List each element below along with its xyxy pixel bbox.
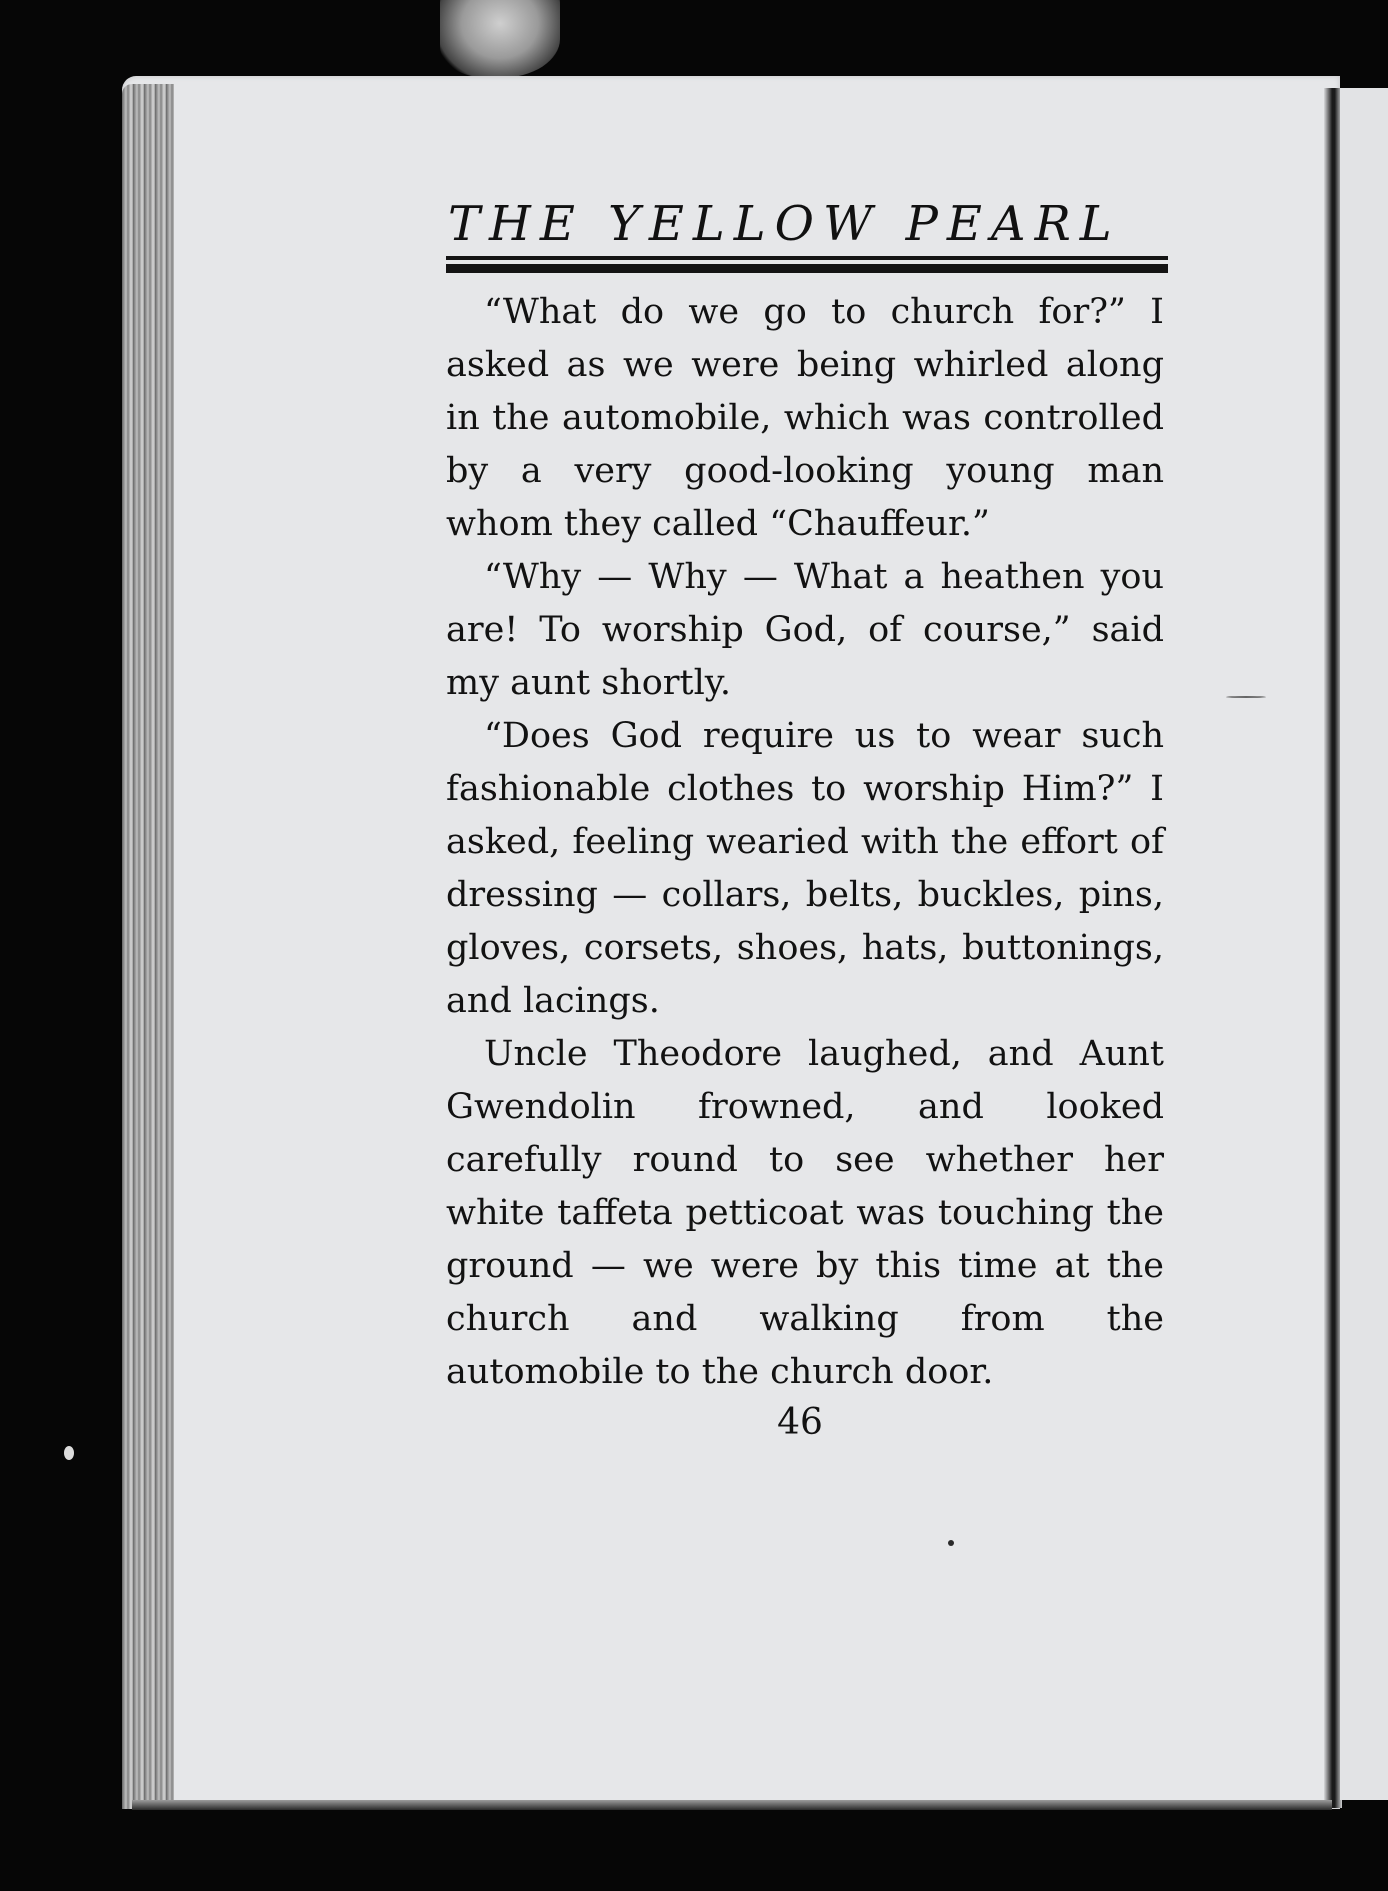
paragraph: “What do we go to church for?” I asked as we were being whirled along in the automobile, which was controlled by a very good-looking young man whom they called “Chauffeur.” — [446, 292, 1164, 544]
paragraph: “Does God require us to wear such fashionable clothes to worship Him?” I asked, feeling wearied with the effort of dressing — collars, belts, buckles, pins, gloves, corsets, shoes, hats, buttonings, and lacings. — [446, 716, 1164, 1021]
book-spine-edge — [122, 84, 174, 1809]
dust-speck — [64, 1446, 74, 1460]
paragraph: Uncle Theodore laughed, and Aunt Gwendolin frowned, and looked carefully round to see whether her white taffeta petticoat was touching the ground — we were by this time at the church and walking from the automobile to the church door. — [446, 1034, 1164, 1392]
header-rule-thick — [446, 264, 1168, 273]
header-rule-thin — [446, 256, 1168, 260]
dust-speck — [948, 1540, 954, 1546]
page-number: 46 — [777, 1402, 823, 1443]
adjacent-page-strip — [1340, 88, 1388, 1800]
page-bottom-edge — [132, 1800, 1332, 1810]
body-text — [446, 286, 1164, 1399]
running-head: THE YELLOW PEARL — [448, 196, 1121, 252]
dust-speck — [1226, 696, 1266, 698]
torn-paper-scrap — [440, 0, 560, 78]
paragraph: “Why — Why — What a heathen you are! To worship God, of course,” said my aunt shortly. — [446, 557, 1164, 703]
